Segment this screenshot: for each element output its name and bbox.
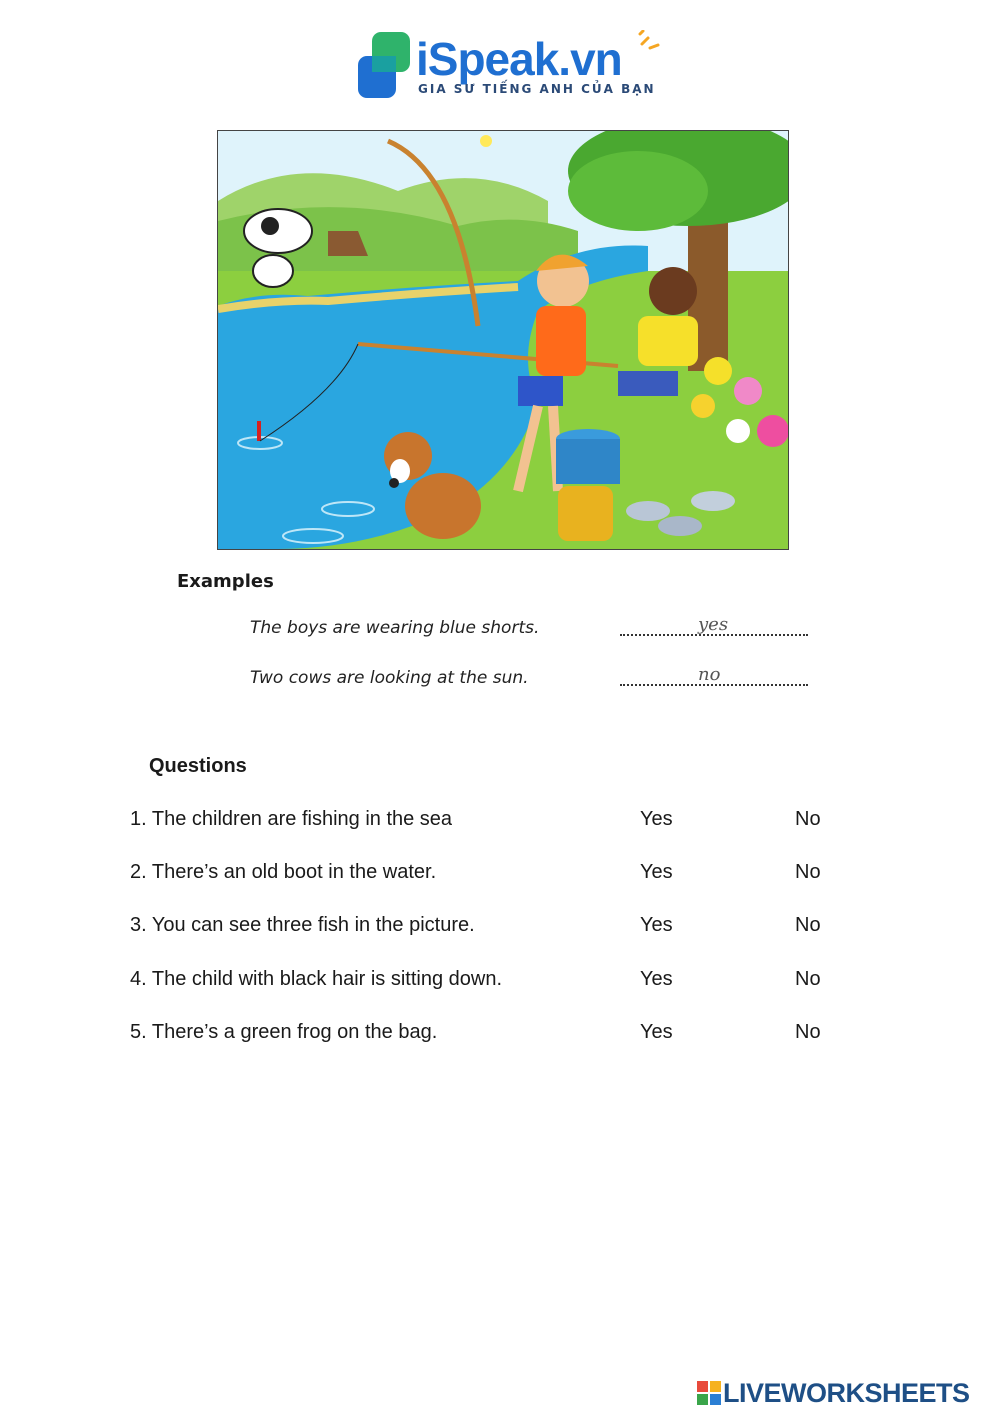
no-option[interactable]: No xyxy=(795,861,821,883)
yes-option[interactable]: Yes xyxy=(640,914,673,936)
question-row xyxy=(130,914,850,942)
question-row xyxy=(130,1021,850,1049)
example-row xyxy=(250,664,810,694)
fishing-scene-illustration xyxy=(217,130,789,550)
ispeak-brand: iSpeak.vn xyxy=(416,33,622,85)
question-text: 2. There’s an old boot in the water. xyxy=(130,861,437,883)
liveworksheets-brand: LIVEWORKSHEETS xyxy=(723,1378,970,1408)
example-sentence: The boys are wearing blue shorts. xyxy=(250,618,540,638)
liveworksheets-logo xyxy=(697,1378,997,1408)
yes-option[interactable]: Yes xyxy=(640,808,673,830)
liveworksheets-badge-icon xyxy=(697,1381,721,1405)
yes-option[interactable]: Yes xyxy=(640,968,673,990)
question-text: 5. There’s a green frog on the bag. xyxy=(130,1021,438,1043)
ispeak-tagline: GIA SƯ TIẾNG ANH CỦA BẠN xyxy=(418,82,656,96)
ispeak-logo xyxy=(356,30,666,102)
yes-option[interactable]: Yes xyxy=(640,1021,673,1043)
yes-option[interactable]: Yes xyxy=(640,861,673,883)
no-option[interactable]: No xyxy=(795,914,821,936)
question-text: 3. You can see three fish in the picture. xyxy=(130,914,475,936)
sparkle-icon xyxy=(636,30,666,60)
ispeak-logo-icon xyxy=(356,30,416,100)
question-row xyxy=(130,861,850,889)
examples-heading: Examples xyxy=(177,571,274,592)
question-row xyxy=(130,808,850,836)
example-row xyxy=(250,614,810,644)
example-answer: yes xyxy=(698,614,729,635)
question-row xyxy=(130,968,850,996)
questions-heading: Questions xyxy=(149,755,247,777)
no-option[interactable]: No xyxy=(795,808,821,830)
question-text: 4. The child with black hair is sitting down. xyxy=(130,968,503,990)
no-option[interactable]: No xyxy=(795,968,821,990)
no-option[interactable]: No xyxy=(795,1021,821,1043)
example-sentence: Two cows are looking at the sun. xyxy=(250,668,529,688)
question-text: 1. The children are fishing in the sea xyxy=(130,808,453,830)
example-answer: no xyxy=(698,664,721,685)
